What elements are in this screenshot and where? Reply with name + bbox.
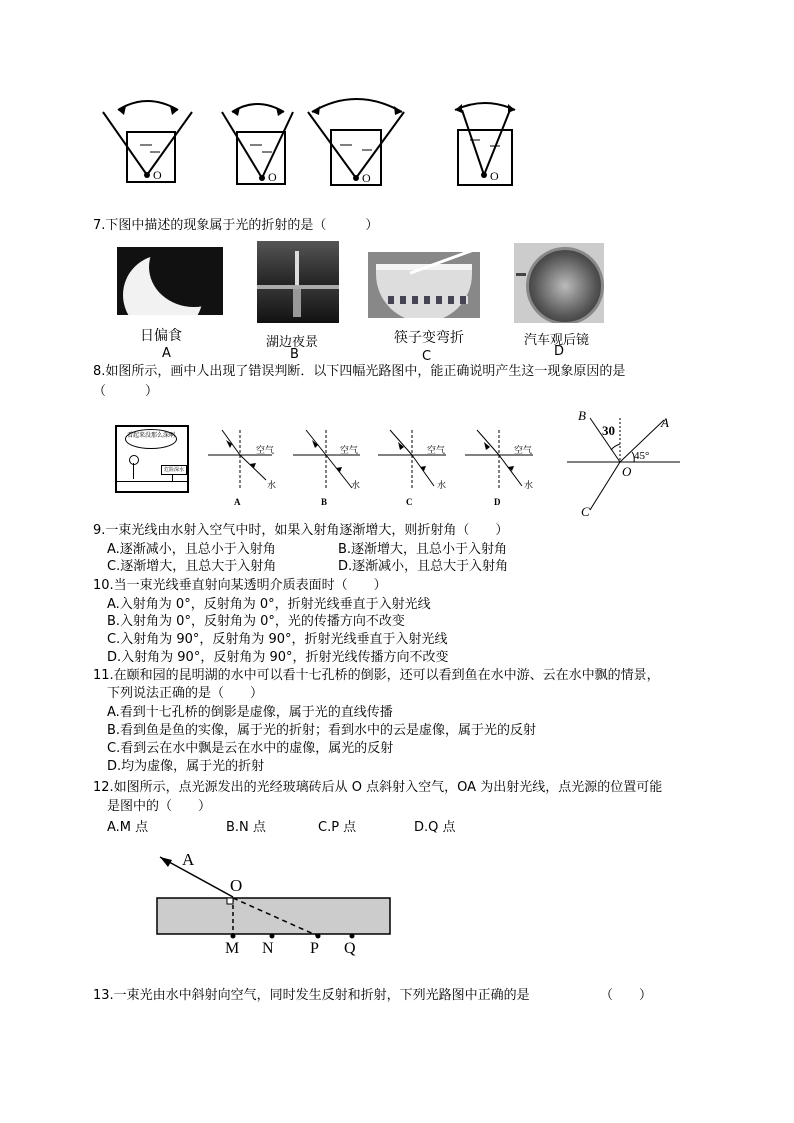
warning-sign: 危险深水 [161, 465, 187, 475]
glass-brick-figure [0, 840, 794, 980]
angle-label-c: C [581, 504, 590, 519]
q11-opt-b: B.看到鱼是鱼的实像，属于光的折射；看到水中的云是虚像，属于光的反射 [107, 723, 537, 738]
caption-c: 筷子变弯折 [394, 330, 464, 346]
cup-figures [0, 0, 794, 200]
air-label-b: 空气 [340, 445, 359, 455]
fig12-label-m: M [225, 940, 240, 957]
q11-opt-a: A.看到十七孔桥的倒影是虚像，属于光的直线传播 [107, 705, 393, 720]
letter-d: D [554, 344, 565, 359]
fig12-label-a: A [182, 850, 195, 869]
angle-label-a: A [661, 415, 669, 430]
q8-stem-line1: 8.如图所示，画中人出现了错误判断．以下四幅光路图中，能正确说明产生这一现象原因的是 [93, 364, 626, 379]
letter-a: A [162, 346, 171, 361]
q10-opt-c: C.入射角为 90°，反射角为 90°，折射光线垂直于入射光线 [107, 632, 448, 647]
q9-stem: 9.一束光线由水射入空气中时，如果入射角逐渐增大，则折射角（ ） [93, 523, 509, 538]
q7-stem: 7.下图中描述的现象属于光的折射的是（ ） [93, 218, 379, 233]
q12-opt-a: A.M 点 [107, 820, 149, 835]
q10-stem: 10.当一束光线垂直射向某透明介质表面时（ ） [93, 578, 387, 593]
q12-stem-line1: 12.如图所示，点光源发出的光经玻璃砖后从 O 点斜射入空气，OA 为出射光线，点光源的位置可能 [93, 780, 663, 795]
svg-text:O: O [362, 171, 371, 185]
lake-night-photo [257, 241, 339, 323]
fig12-label-o: O [230, 876, 243, 895]
svg-text:O: O [268, 170, 277, 184]
letter-c: C [422, 349, 432, 364]
diagram-letter-a: A [234, 497, 241, 507]
q11-opt-d: D.均为虚像，属于光的折射 [107, 759, 265, 774]
q12-opt-b: B.N 点 [226, 820, 266, 835]
q10-opt-a: A.入射角为 0°，反射角为 0°，折射光线垂直于入射光线 [107, 597, 431, 612]
solar-eclipse-photo [117, 247, 223, 315]
q9-opt-d: D.逐渐减小，且总大于入射角 [338, 559, 509, 574]
angle-label-o: O [622, 464, 632, 479]
fig12-label-q: Q [344, 940, 356, 957]
angle-label-30: 30 [602, 423, 615, 438]
svg-text:O: O [490, 169, 499, 183]
water-label-c: 水 [437, 480, 447, 490]
diagram-letter-b: B [321, 497, 328, 507]
diagram-letter-d: D [494, 497, 501, 507]
q10-opt-b: B.入射角为 0°，反射角为 0°，光的传播方向不改变 [107, 614, 405, 629]
q12-opt-c: C.P 点 [318, 820, 357, 835]
q11-stem-line1: 11.在颐和园的昆明湖的水中可以看十七孔桥的倒影，还可以看到鱼在水中游、云在水中飘的情景， [93, 668, 660, 683]
fig12-label-p: P [310, 940, 319, 957]
q9-opt-b: B.逐渐增大，且总小于入射角 [338, 542, 508, 557]
q8-stem-line2: （ ） [93, 384, 159, 399]
angle-label-b: B [578, 408, 586, 423]
q10-opt-d: D.入射角为 90°，反射角为 90°，折射光线传播方向不改变 [107, 650, 449, 665]
q11-opt-c: C.看到云在水中飘是云在水中的虚像，属光的反射 [107, 741, 394, 756]
q11-stem-line2: 下列说法正确的是（ ） [107, 686, 264, 701]
water-label-a: 水 [267, 480, 277, 490]
air-label-d: 空气 [514, 445, 533, 455]
q13-stem: 13.一束光由水中斜射向空气，同时发生反射和折射，下列光路图中正确的是 [93, 988, 530, 1003]
water-label-b: 水 [351, 480, 361, 490]
caption-d: 汽车观后镜 [524, 333, 590, 348]
q9-opt-c: C.逐渐增大，且总大于入射角 [107, 559, 277, 574]
caption-b: 湖边夜景 [266, 335, 319, 350]
car-mirror-photo [514, 243, 604, 323]
q12-opt-d: D.Q 点 [414, 820, 456, 835]
svg-text:O: O [153, 168, 162, 182]
air-label-a: 空气 [256, 445, 275, 455]
q9-opt-a: A.逐渐减小，且总小于入射角 [107, 542, 276, 557]
letter-b: B [290, 347, 299, 362]
air-label-c: 空气 [427, 445, 446, 455]
q12-stem-line2: 是图中的（ ） [107, 799, 212, 814]
q13-paren: （ ） [600, 988, 653, 1003]
caption-a: 日偏食 [140, 328, 182, 344]
water-label-d: 水 [524, 480, 534, 490]
fig12-label-n: N [262, 940, 274, 957]
chopstick-bowl-photo [368, 252, 480, 318]
speech-bubble: 看起来没那么深啊 [125, 429, 177, 449]
angle-figure [0, 400, 794, 540]
diagram-letter-c: C [406, 497, 413, 507]
angle-label-45: 45° [634, 450, 650, 462]
